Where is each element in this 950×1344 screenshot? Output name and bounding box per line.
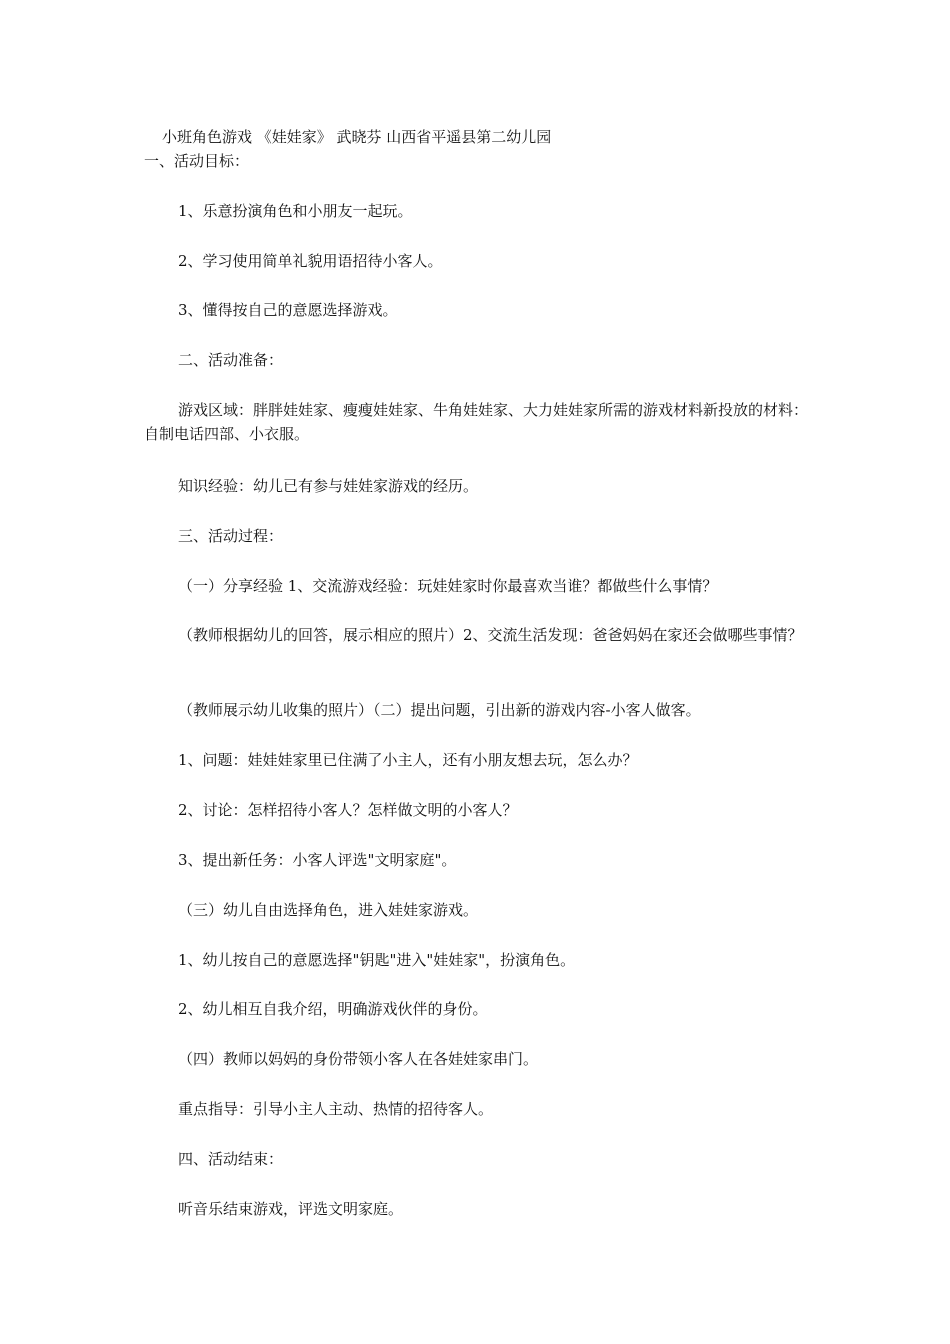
paragraph-play-areas: 游戏区域：胖胖娃娃家、瘦瘦娃娃家、牛角娃娃家、大力娃娃家所需的游戏材料新投放的材料：自制电话四部、小衣服。 [144,401,809,443]
paragraph-free-choice: （三）幼儿自由选择角色，进入娃娃家游戏。 [178,901,479,919]
paragraph-process-1: （一）分享经验 1、交流游戏经验：玩娃娃家时你最喜欢当谁？都做些什么事情？ [178,577,718,595]
paragraph-process-3: （教师展示幼儿收集的照片）（二）提出问题，引出新的游戏内容-小客人做客。 [178,701,701,719]
paragraph-goal-3: 3、懂得按自己的意愿选择游戏。 [178,301,398,319]
paragraph-teacher-visit: （四）教师以妈妈的身份带领小客人在各娃娃家串门。 [178,1050,539,1068]
paragraph-knowledge: 知识经验：幼儿已有参与娃娃家游戏的经历。 [178,477,479,495]
section-heading-process: 三、活动过程： [178,527,284,545]
paragraph-key-selection: 1、幼儿按自己的意愿选择"钥匙"进入"娃娃家"，扮演角色。 [178,951,576,969]
paragraph-goal-2: 2、学习使用简单礼貌用语招待小客人。 [178,252,443,270]
paragraph-goal-1: 1、乐意扮演角色和小朋友一起玩。 [178,202,413,220]
section-heading-ending: 四、活动结束： [178,1150,284,1168]
paragraph-discussion: 2、讨论：怎样招待小客人？怎样做文明的小客人？ [178,801,518,819]
paragraph-question: 1、问题：娃娃娃家里已住满了小主人，还有小朋友想去玩，怎么办？ [178,751,638,769]
document-title-line: 小班角色游戏 《娃娃家》 武晓芬 山西省平遥县第二幼儿园 [162,128,552,146]
section-heading-goals: 一、活动目标： [144,152,250,170]
paragraph-process-2: （教师根据幼儿的回答，展示相应的照片）2、交流生活发现：爸爸妈妈在家还会做哪些事情？ [178,626,803,644]
paragraph-key-guidance: 重点指导：引导小主人主动、热情的招待客人。 [178,1100,494,1118]
paragraph-ending: 听音乐结束游戏，评选文明家庭。 [178,1200,404,1218]
paragraph-introductions: 2、幼儿相互自我介绍，明确游戏伙伴的身份。 [178,1000,488,1018]
paragraph-new-task: 3、提出新任务：小客人评选"文明家庭"。 [178,851,457,869]
section-heading-preparation: 二、活动准备： [178,351,284,369]
